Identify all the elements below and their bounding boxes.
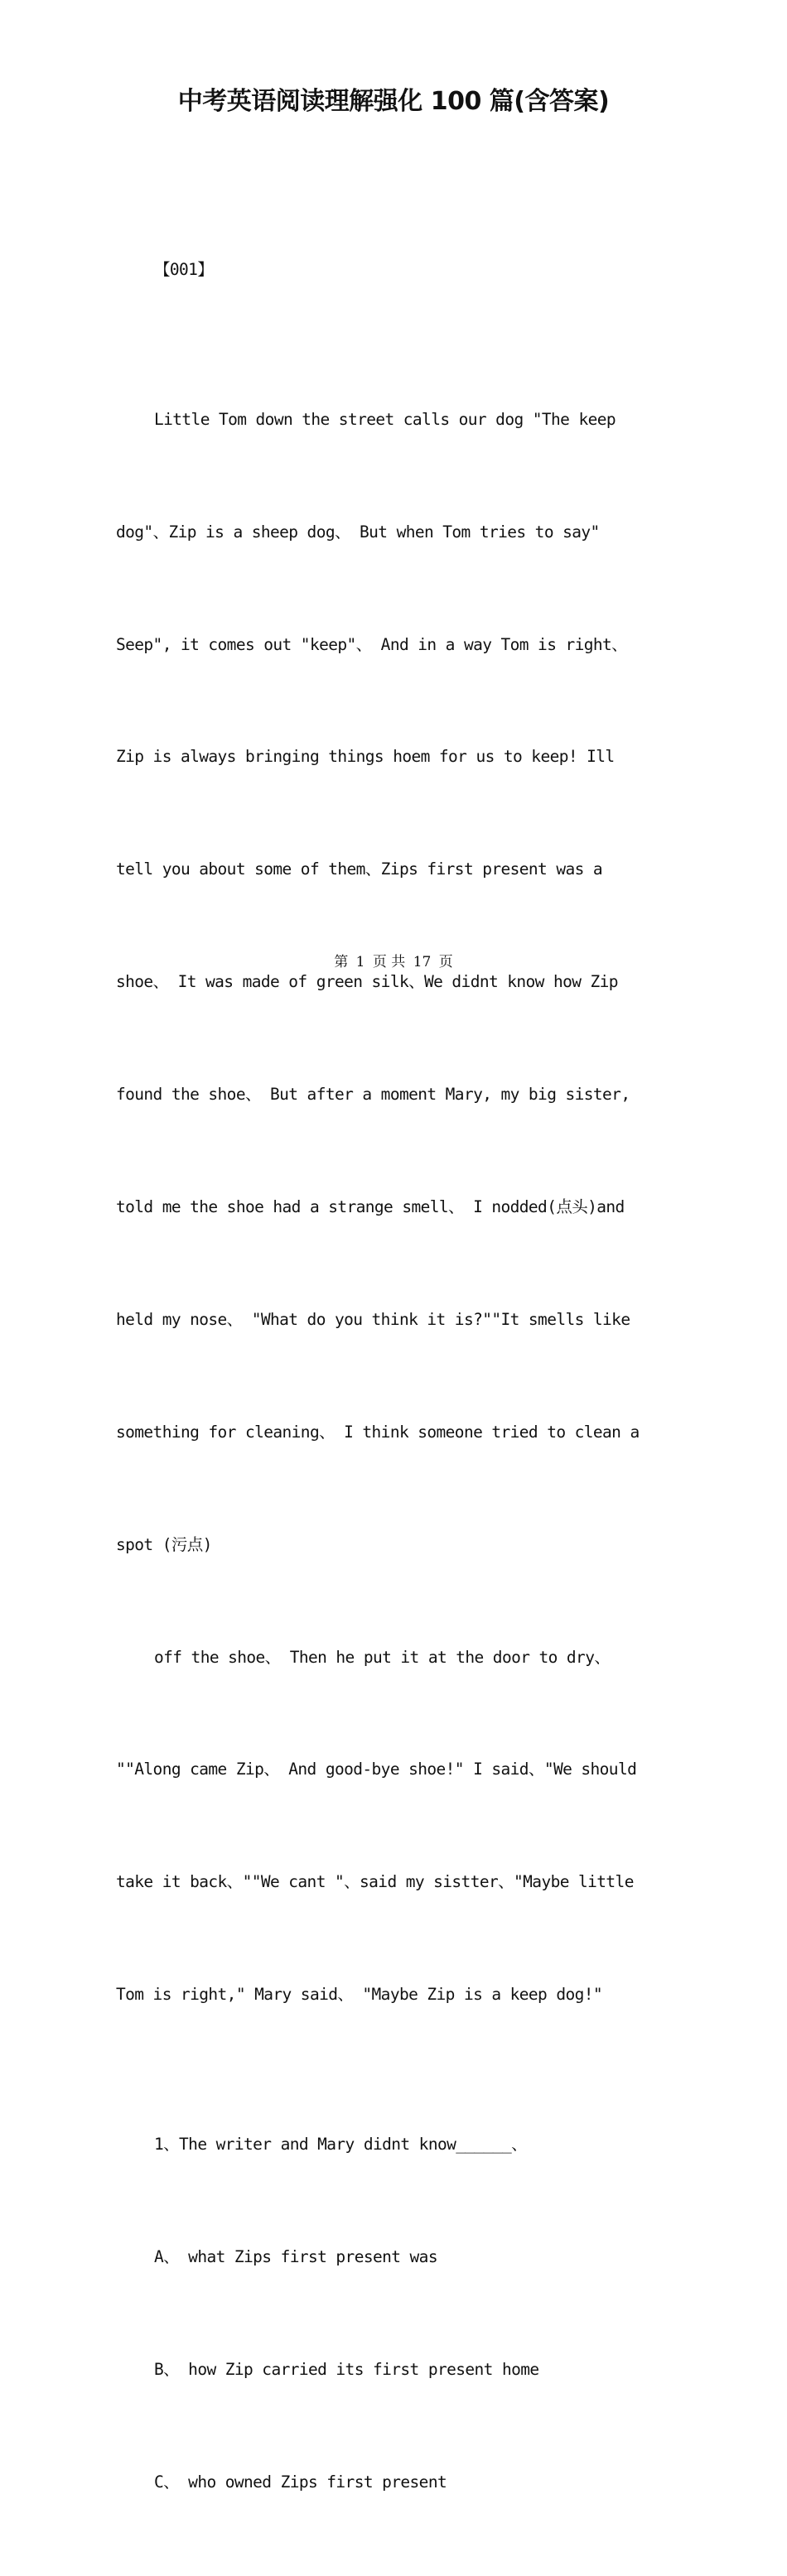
passage-line: tell you about some of them、Zips first present was a [116,859,603,879]
footer-page-number: 1 [355,954,365,970]
passage-line: take it back、""We cant "、said my sistter、"Maybe little [116,1872,634,1892]
page-footer [0,951,787,974]
passage-line: told me the shoe had a strange smell、 I nodded(点头)and [116,1197,625,1217]
section-label: 【001】 [154,259,214,279]
answer-option-b: B、 how Zip carried its first present home [154,2360,539,2380]
document-title: 中考英语阅读理解强化 100 篇(含答案) [177,87,610,116]
passage-line: off the shoe、 Then he put it at the door to dry、 [154,1647,611,1667]
passage-line: dog"、Zip is a sheep dog、 But when Tom tries to say" [116,522,600,542]
footer-total-pages: 17 [413,954,432,970]
document-body [116,176,679,2576]
passage-line: Little Tom down the street calls our dog "The keep [154,409,616,429]
passage-line: ""Along came Zip、 And good-bye shoe!" I said、"We should [116,1760,637,1779]
passage-line: Tom is right," Mary said、 "Maybe Zip is a keep dog!" [116,1985,603,2005]
answer-option-c: C、 who owned Zips first present [154,2472,447,2492]
footer-prefix: 第 [334,954,349,970]
footer-suffix: 页 [438,954,453,970]
passage-line: spot (污点) [116,1534,212,1554]
passage-line: Zip is always bringing things hoem for us to keep! Ill [116,747,615,767]
passage-line: held my nose、 "What do you think it is?""It smells like [116,1309,630,1329]
footer-middle: 页 共 [372,954,406,970]
answer-option-a: A、 what Zips first present was [154,2247,437,2267]
passage-line: Seep", it comes out "keep"、 And in a way Tom is right、 [116,634,628,654]
passage-line: found the shoe、 But after a moment Mary, my big sister, [116,1085,630,1105]
passage-line: shoe、 It was made of green silk、We didnt know how Zip [116,972,618,992]
passage-line: something for cleaning、 I think someone tried to clean a [116,1422,640,1442]
question-stem: 1、The writer and Mary didnt know______、 [154,2135,527,2155]
